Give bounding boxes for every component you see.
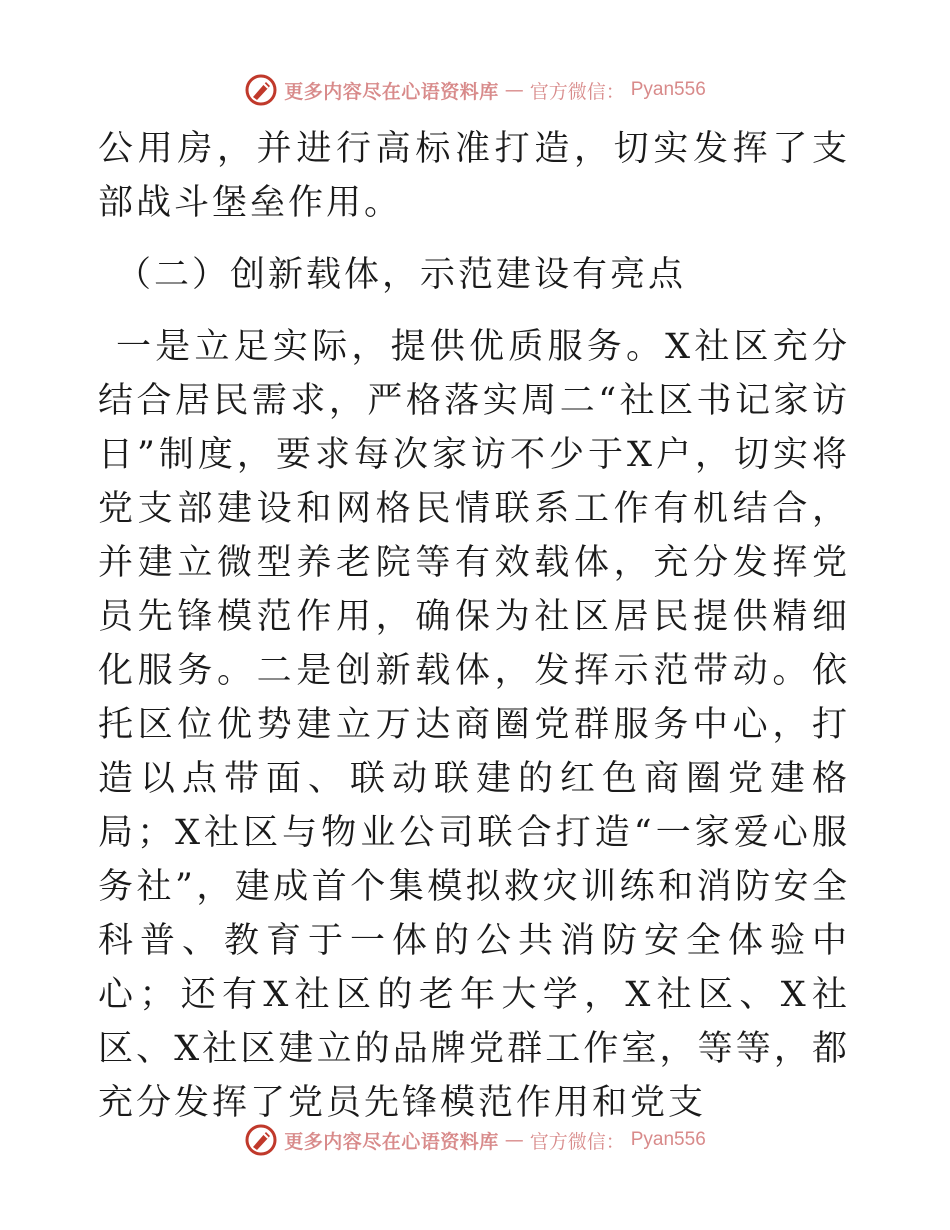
paragraph-continuation: 公用房，并进行高标准打造，切实发挥了支部战斗堡垒作用。: [98, 129, 850, 223]
footer-watermark: [0, 1120, 950, 1160]
document-body: [98, 122, 850, 1130]
header-watermark: [0, 70, 950, 110]
paragraph-main: 一是立足实际，提供优质服务。X社区充分结合居民需求，严格落实周二“社区书记家访日”制度，要求每次家访不少于X户，切实将党支部建设和网格民情联系工作有机结合，并建立微型养老院等有效载体，充分发挥党员先锋模范作用，确保为社区居民提供精细化服务。二是创新载体，发挥示范带动。依托区位优势建立万达商圈党群服务中心，打造以点带面、联动联建的红色商圈党建格局；X社区与物业公司联合打造“一家爱心服务社”，建成首个集模拟救灾训练和消防安全科普、教育于一体的公共消防安全体验中心；还有X社区的老年大学，X社区、X社区、X社区建立的品牌党群工作室，等等，都充分发挥了党员先锋模范作用和党支: [98, 327, 850, 1123]
section-heading: （二）创新载体，示范建设有亮点: [116, 255, 687, 295]
watermark-logo-icon: [244, 73, 278, 107]
watermark-dash: —: [504, 1129, 524, 1151]
watermark-wechat-id: Pyan556: [630, 79, 706, 100]
watermark-logo-icon: [244, 1123, 278, 1157]
watermark-wechat-label: 官方微信：: [529, 1130, 625, 1153]
watermark-wechat-id: Pyan556: [630, 1129, 706, 1150]
watermark-text: 更多内容尽在心语资料库: [284, 80, 499, 103]
watermark-text: 更多内容尽在心语资料库: [284, 1130, 499, 1153]
watermark-wechat-label: 官方微信：: [529, 80, 625, 103]
watermark-dash: —: [504, 79, 524, 101]
